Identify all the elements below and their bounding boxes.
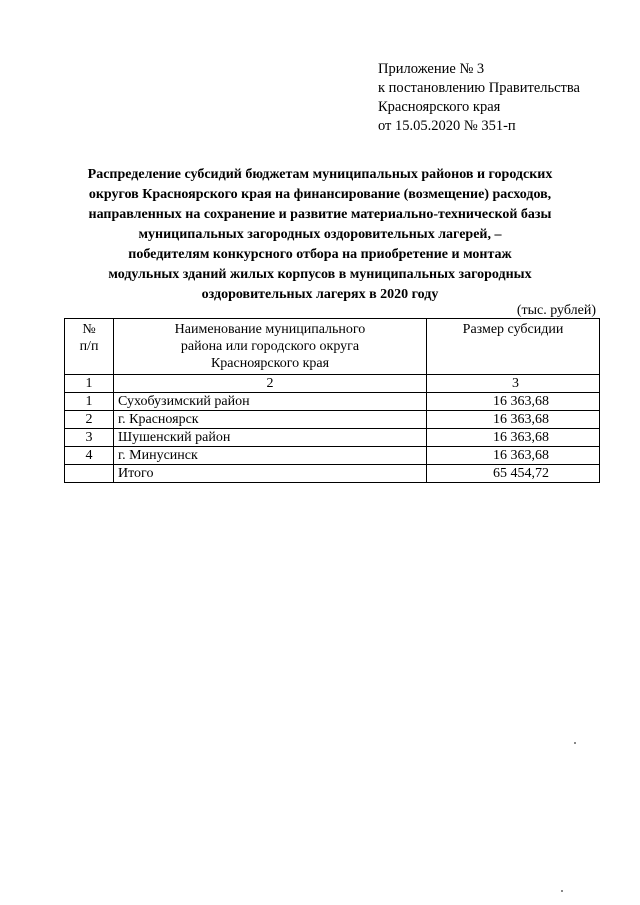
table-index-row — [65, 375, 600, 393]
scan-speck — [574, 742, 576, 744]
table-row — [65, 411, 600, 429]
row-name: Шушенский район — [114, 429, 427, 447]
row-sum: 16 363,68 — [427, 447, 600, 465]
row-name: г. Красноярск — [114, 411, 427, 429]
subsidies-table — [64, 318, 600, 483]
index-cell: 1 — [65, 375, 114, 393]
row-num: 2 — [65, 411, 114, 429]
table-row — [65, 447, 600, 465]
row-sum: 16 363,68 — [427, 429, 600, 447]
header-name-line: района или городского округа — [180, 339, 360, 354]
document-title — [40, 165, 600, 305]
header-num — [65, 319, 114, 375]
header-num-line: п/п — [79, 339, 99, 354]
header-num-line: № — [82, 322, 96, 337]
table-total-row — [65, 465, 600, 483]
row-name: Сухобузимский район — [114, 393, 427, 411]
title-line: модульных зданий жилых корпусов в муниципальных загородных — [108, 267, 532, 282]
row-sum: 16 363,68 — [427, 411, 600, 429]
scan-speck — [561, 890, 563, 892]
title-line: округов Красноярского края на финансирование (возмещение) расходов, — [88, 187, 552, 202]
appendix-resolution: к постановлению Правительства — [378, 80, 580, 96]
appendix-region: Красноярского края — [378, 99, 501, 115]
row-num: 4 — [65, 447, 114, 465]
appendix-number: Приложение № 3 — [378, 61, 485, 77]
total-label: Итого — [114, 465, 427, 483]
row-name: г. Минусинск — [114, 447, 427, 465]
title-line: направленных на сохранение и развитие материально-технической базы — [88, 207, 552, 222]
header-name-line: Наименование муниципального — [174, 322, 366, 337]
header-name — [114, 319, 427, 375]
title-line: Распределение субсидий бюджетам муниципальных районов и городских — [87, 167, 553, 182]
table-header-row — [65, 319, 600, 375]
header-sum: Размер субсидии — [427, 319, 600, 375]
row-num: 1 — [65, 393, 114, 411]
total-num — [65, 465, 114, 483]
title-line: муниципальных загородных оздоровительных лагерей, – — [138, 227, 502, 242]
table-row — [65, 429, 600, 447]
header-name-line: Красноярского края — [210, 356, 330, 371]
row-num: 3 — [65, 429, 114, 447]
row-sum: 16 363,68 — [427, 393, 600, 411]
units-label: (тыс. рублей) — [516, 303, 596, 318]
index-cell: 3 — [427, 375, 600, 393]
appendix-date: от 15.05.2020 № 351-п — [378, 118, 516, 134]
appendix-header — [378, 60, 580, 136]
title-line: оздоровительных лагерях в 2020 году — [201, 287, 439, 302]
total-sum: 65 454,72 — [427, 465, 600, 483]
index-cell: 2 — [114, 375, 427, 393]
title-line: победителям конкурсного отбора на приобретение и монтаж — [128, 247, 512, 262]
table-row — [65, 393, 600, 411]
